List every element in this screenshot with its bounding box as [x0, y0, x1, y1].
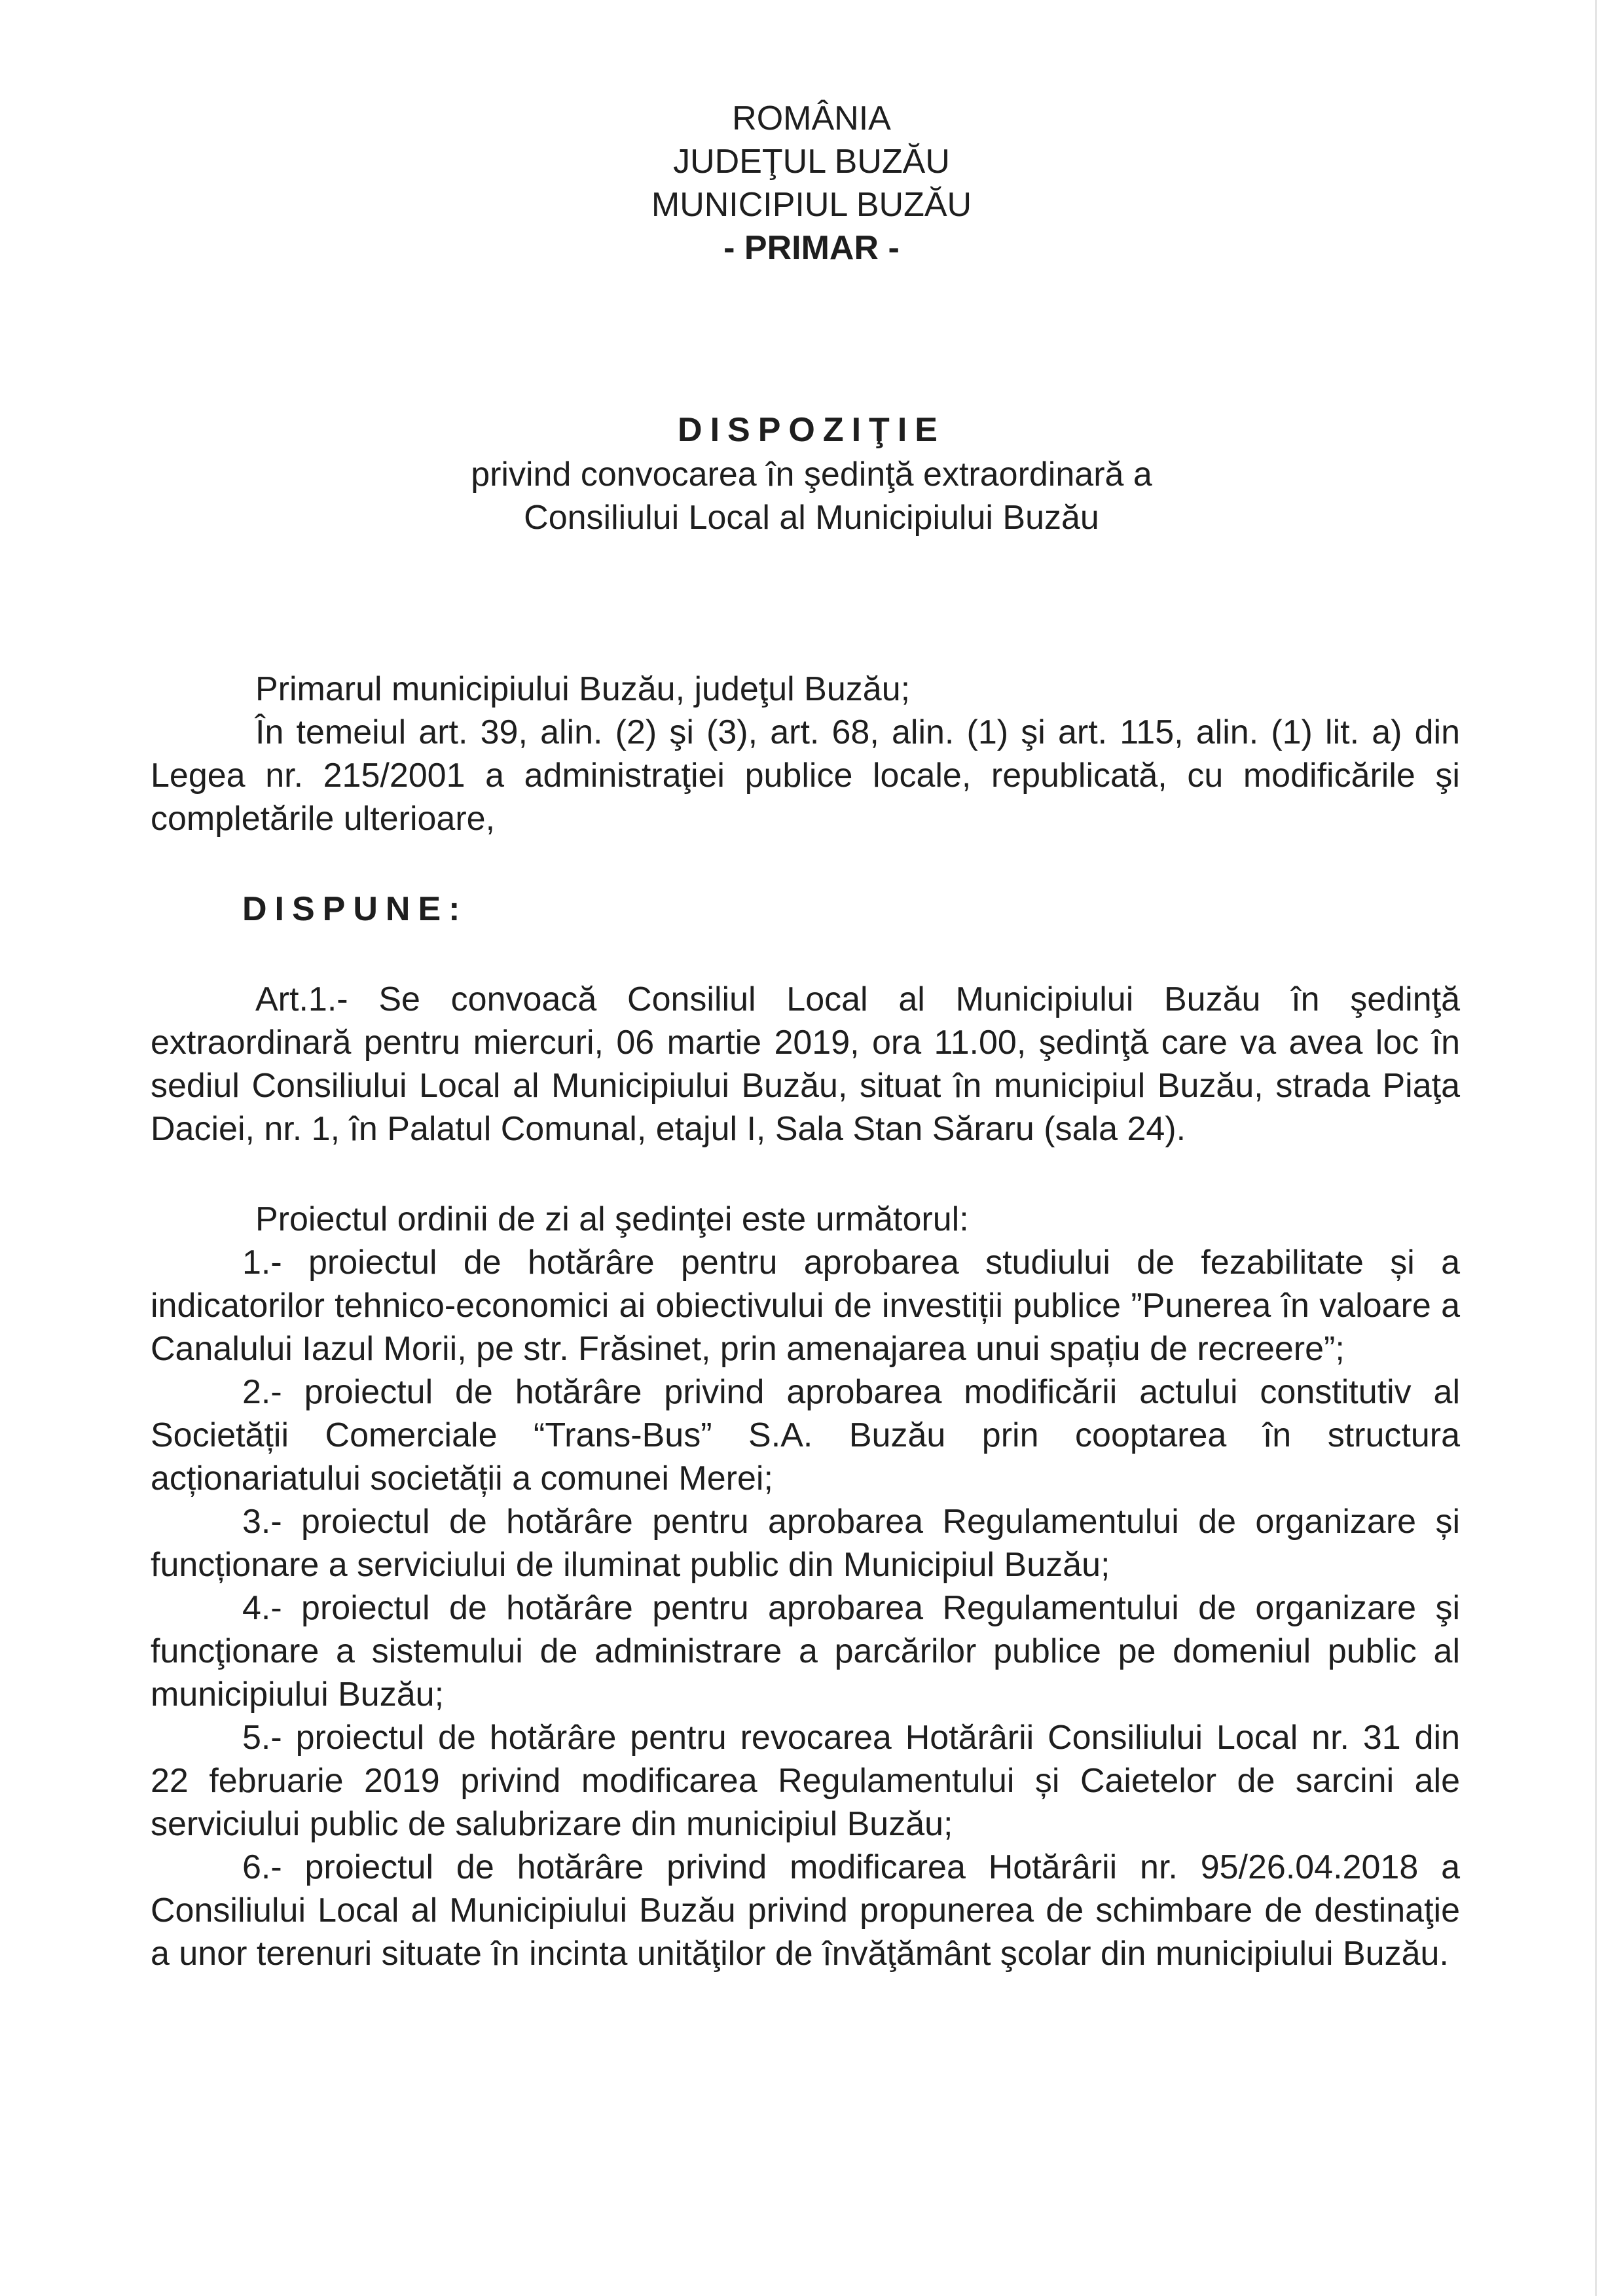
scan-edge-line	[1595, 0, 1597, 2296]
preamble-line2: În temeiul art. 39, alin. (2) şi (3), art. 68, alin. (1) şi art. 115, alin. (1) lit. a) din Legea nr. 215/2001 a administraţiei publice locale, republicată, cu modificările şi completările ulterioare,	[151, 713, 1460, 838]
agenda-item-3: 3.- proiectul de hotărâre pentru aprobarea Regulamentului de organizare și funcționare a serviciului de iluminat public din Municipiul Buzău;	[151, 1503, 1460, 1584]
article-1: Art.1.- Se convoacă Consiliul Local al Municipiului Buzău în şedinţă extraordinară pentru miercuri, 06 martie 2019, ora 11.00, şedinţă care va avea loc în sediul Consiliului Local al Municipiului Buzău, situat în municipiul Buzău, strada Piaţa Daciei, nr. 1, în Palatul Comunal, etajul I, Sala Stan Săraru (sala 24).	[151, 980, 1460, 1148]
agenda-item-4: 4.- proiectul de hotărâre pentru aprobarea Regulamentului de organizare şi funcţionare a sistemului de administrare a parcărilor publice pe domeniul public al municipiului Buzău;	[151, 1589, 1460, 1713]
agenda-item-1: 1.- proiectul de hotărâre pentru aprobarea studiului de fezabilitate și a indicatorilor tehnico-economici ai obiectivului de investiții publice ”Punerea în valoare a Canalului Iazul Morii, pe str. Frăsinet, prin amenajarea unui spațiu de recreere”;	[151, 1244, 1460, 1368]
header-municipality: MUNICIPIUL BUZĂU	[651, 186, 972, 224]
agenda-item-6: 6.- proiectul de hotărâre privind modificarea Hotărârii nr. 95/26.04.2018 a Consiliului Local al Municipiului Buzău privind propunerea de schimbare de destinaţie a unor terenuri situate în incinta unităţilor de învăţământ şcolar din municipiului Buzău.	[151, 1848, 1460, 1973]
agenda-intro: Proiectul ordinii de zi al şedinţei este următorul:	[255, 1200, 969, 1238]
preamble-line1: Primarul municipiului Buzău, judeţul Buzău;	[255, 670, 911, 708]
document-title: DISPOZIŢIE	[678, 411, 945, 449]
dispune-heading: DISPUNE:	[242, 890, 468, 928]
header-country: ROMÂNIA	[732, 99, 891, 137]
document-subtitle-line1: privind convocarea în şedinţă extraordinară a	[471, 456, 1152, 493]
agenda-item-2: 2.- proiectul de hotărâre privind aprobarea modificării actului constitutiv al Societății Comerciale “Trans-Bus” S.A. Buzău prin cooptarea în structura acționariatului societății a comunei Merei;	[151, 1373, 1460, 1498]
document-header	[0, 97, 1623, 270]
document-subtitle-line2: Consiliului Local al Municipiului Buzău	[524, 499, 1099, 537]
header-county: JUDEŢUL BUZĂU	[673, 143, 950, 181]
title-block	[0, 407, 1623, 539]
agenda-item-5: 5.- proiectul de hotărâre pentru revocarea Hotărârii Consiliului Local nr. 31 din 22 februarie 2019 privind modificarea Regulamentului și Caietelor de sarcini ale serviciului public de salubrizare din municipiul Buzău;	[151, 1719, 1460, 1843]
document-body	[151, 668, 1460, 1975]
header-office: - PRIMAR -	[723, 229, 900, 267]
